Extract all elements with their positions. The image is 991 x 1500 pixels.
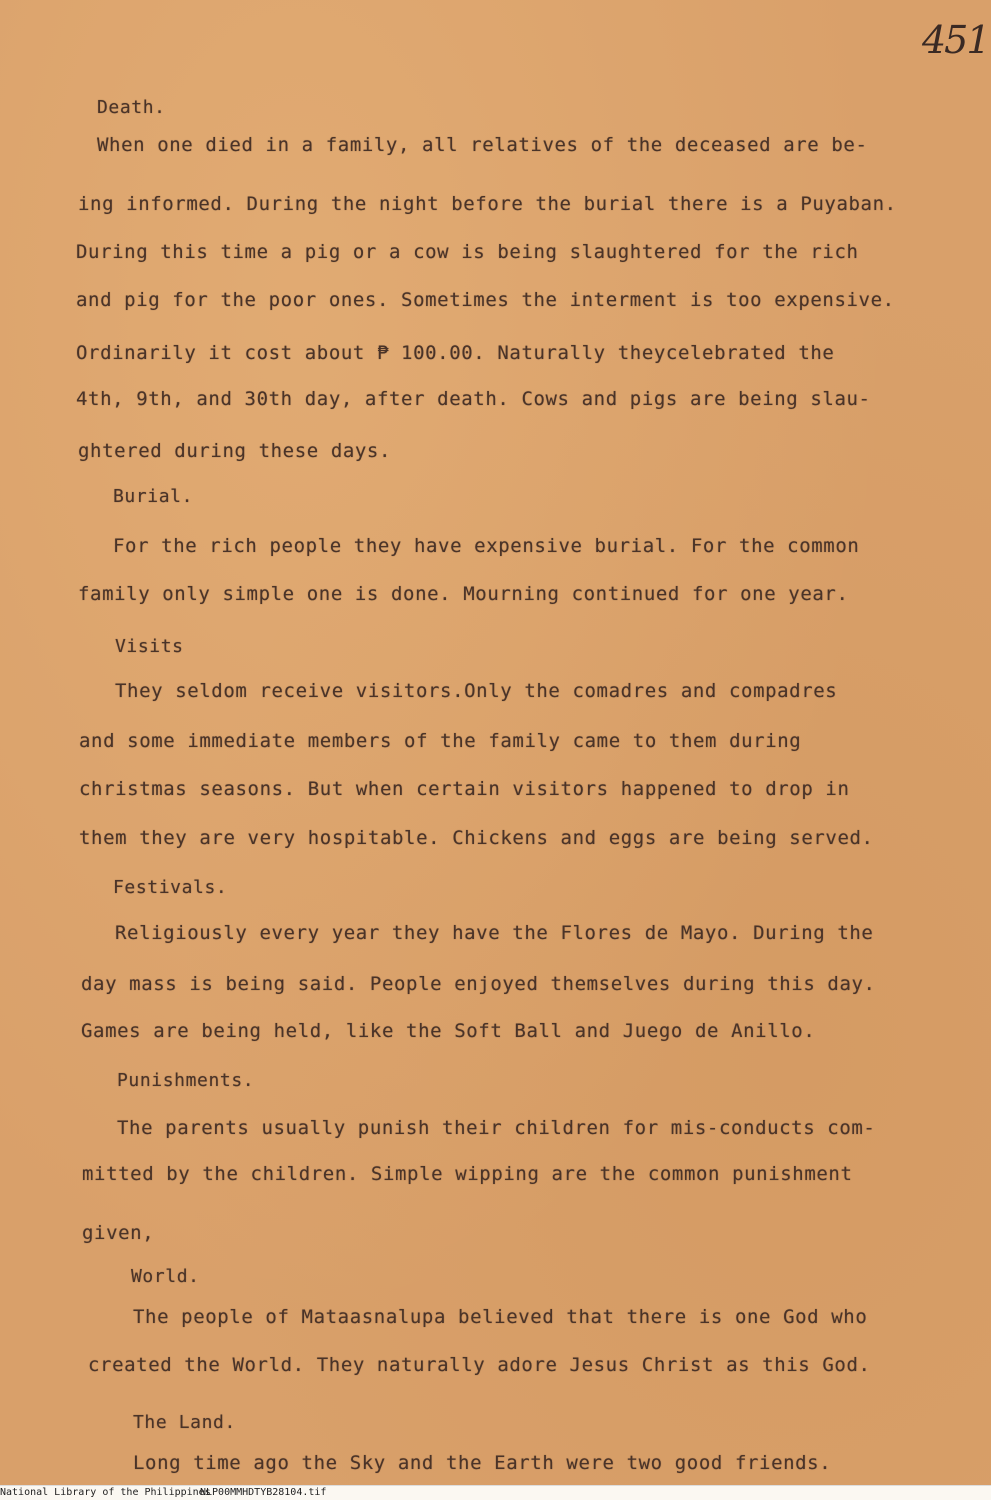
text-line: family only simple one is done. Mourning continued for one year. xyxy=(78,583,849,605)
footer-file-id: NLP00MMHDTYB28104.tif xyxy=(200,1487,327,1498)
text-line: Long time ago the Sky and the Earth were two good friends. xyxy=(133,1452,832,1474)
text-line: The people of Mataasnalupa believed that there is one God who xyxy=(133,1306,868,1328)
text-line: christmas seasons. But when certain visitors happened to drop in xyxy=(79,778,850,800)
page-number: 451 xyxy=(922,18,989,62)
footer-source: National Library of the Philippines xyxy=(0,1487,211,1498)
text-line: and pig for the poor ones. Sometimes the interment is too expensive. xyxy=(76,289,895,311)
text-line: They seldom receive visitors.Only the comadres and compadres xyxy=(115,680,838,702)
section-heading-the-land: The Land. xyxy=(133,1412,236,1433)
text-line: mitted by the children. Simple wipping are the common punishment xyxy=(82,1163,853,1185)
text-line: Games are being held, like the Soft Ball and Juego de Anillo. xyxy=(81,1020,816,1042)
text-line: and some immediate members of the family came to them during xyxy=(79,730,802,752)
text-line: created the World. They naturally adore Jesus Christ as this God. xyxy=(88,1354,871,1376)
section-heading-burial: Burial. xyxy=(113,486,194,507)
text-line: ing informed. During the night before the burial there is a Puyaban. xyxy=(78,193,897,215)
footer-bar xyxy=(0,1485,991,1500)
section-heading-death: Death. xyxy=(97,97,166,118)
text-line: Religiously every year they have the Flores de Mayo. During the xyxy=(115,922,874,944)
section-heading-world: World. xyxy=(131,1266,200,1287)
text-line: During this time a pig or a cow is being slaughtered for the rich xyxy=(76,241,859,263)
text-line: 4th, 9th, and 30th day, after death. Cows and pigs are being slau- xyxy=(76,388,871,410)
text-line: day mass is being said. People enjoyed themselves during this day. xyxy=(81,973,876,995)
section-heading-punishments: Punishments. xyxy=(117,1070,255,1091)
section-heading-festivals: Festivals. xyxy=(113,877,228,898)
text-line: them they are very hospitable. Chickens and eggs are being served. xyxy=(79,827,874,849)
text-line: ghtered during these days. xyxy=(78,440,392,462)
text-line: The parents usually punish their children for mis-conducts com- xyxy=(117,1117,876,1139)
text-line: For the rich people they have expensive burial. For the common xyxy=(113,535,860,557)
text-line: given, xyxy=(82,1222,155,1244)
text-line: Ordinarily it cost about ₱ 100.00. Naturally theycelebrated the xyxy=(76,342,835,364)
section-heading-visits: Visits xyxy=(115,636,184,657)
text-line: When one died in a family, all relatives of the deceased are be- xyxy=(97,134,868,156)
